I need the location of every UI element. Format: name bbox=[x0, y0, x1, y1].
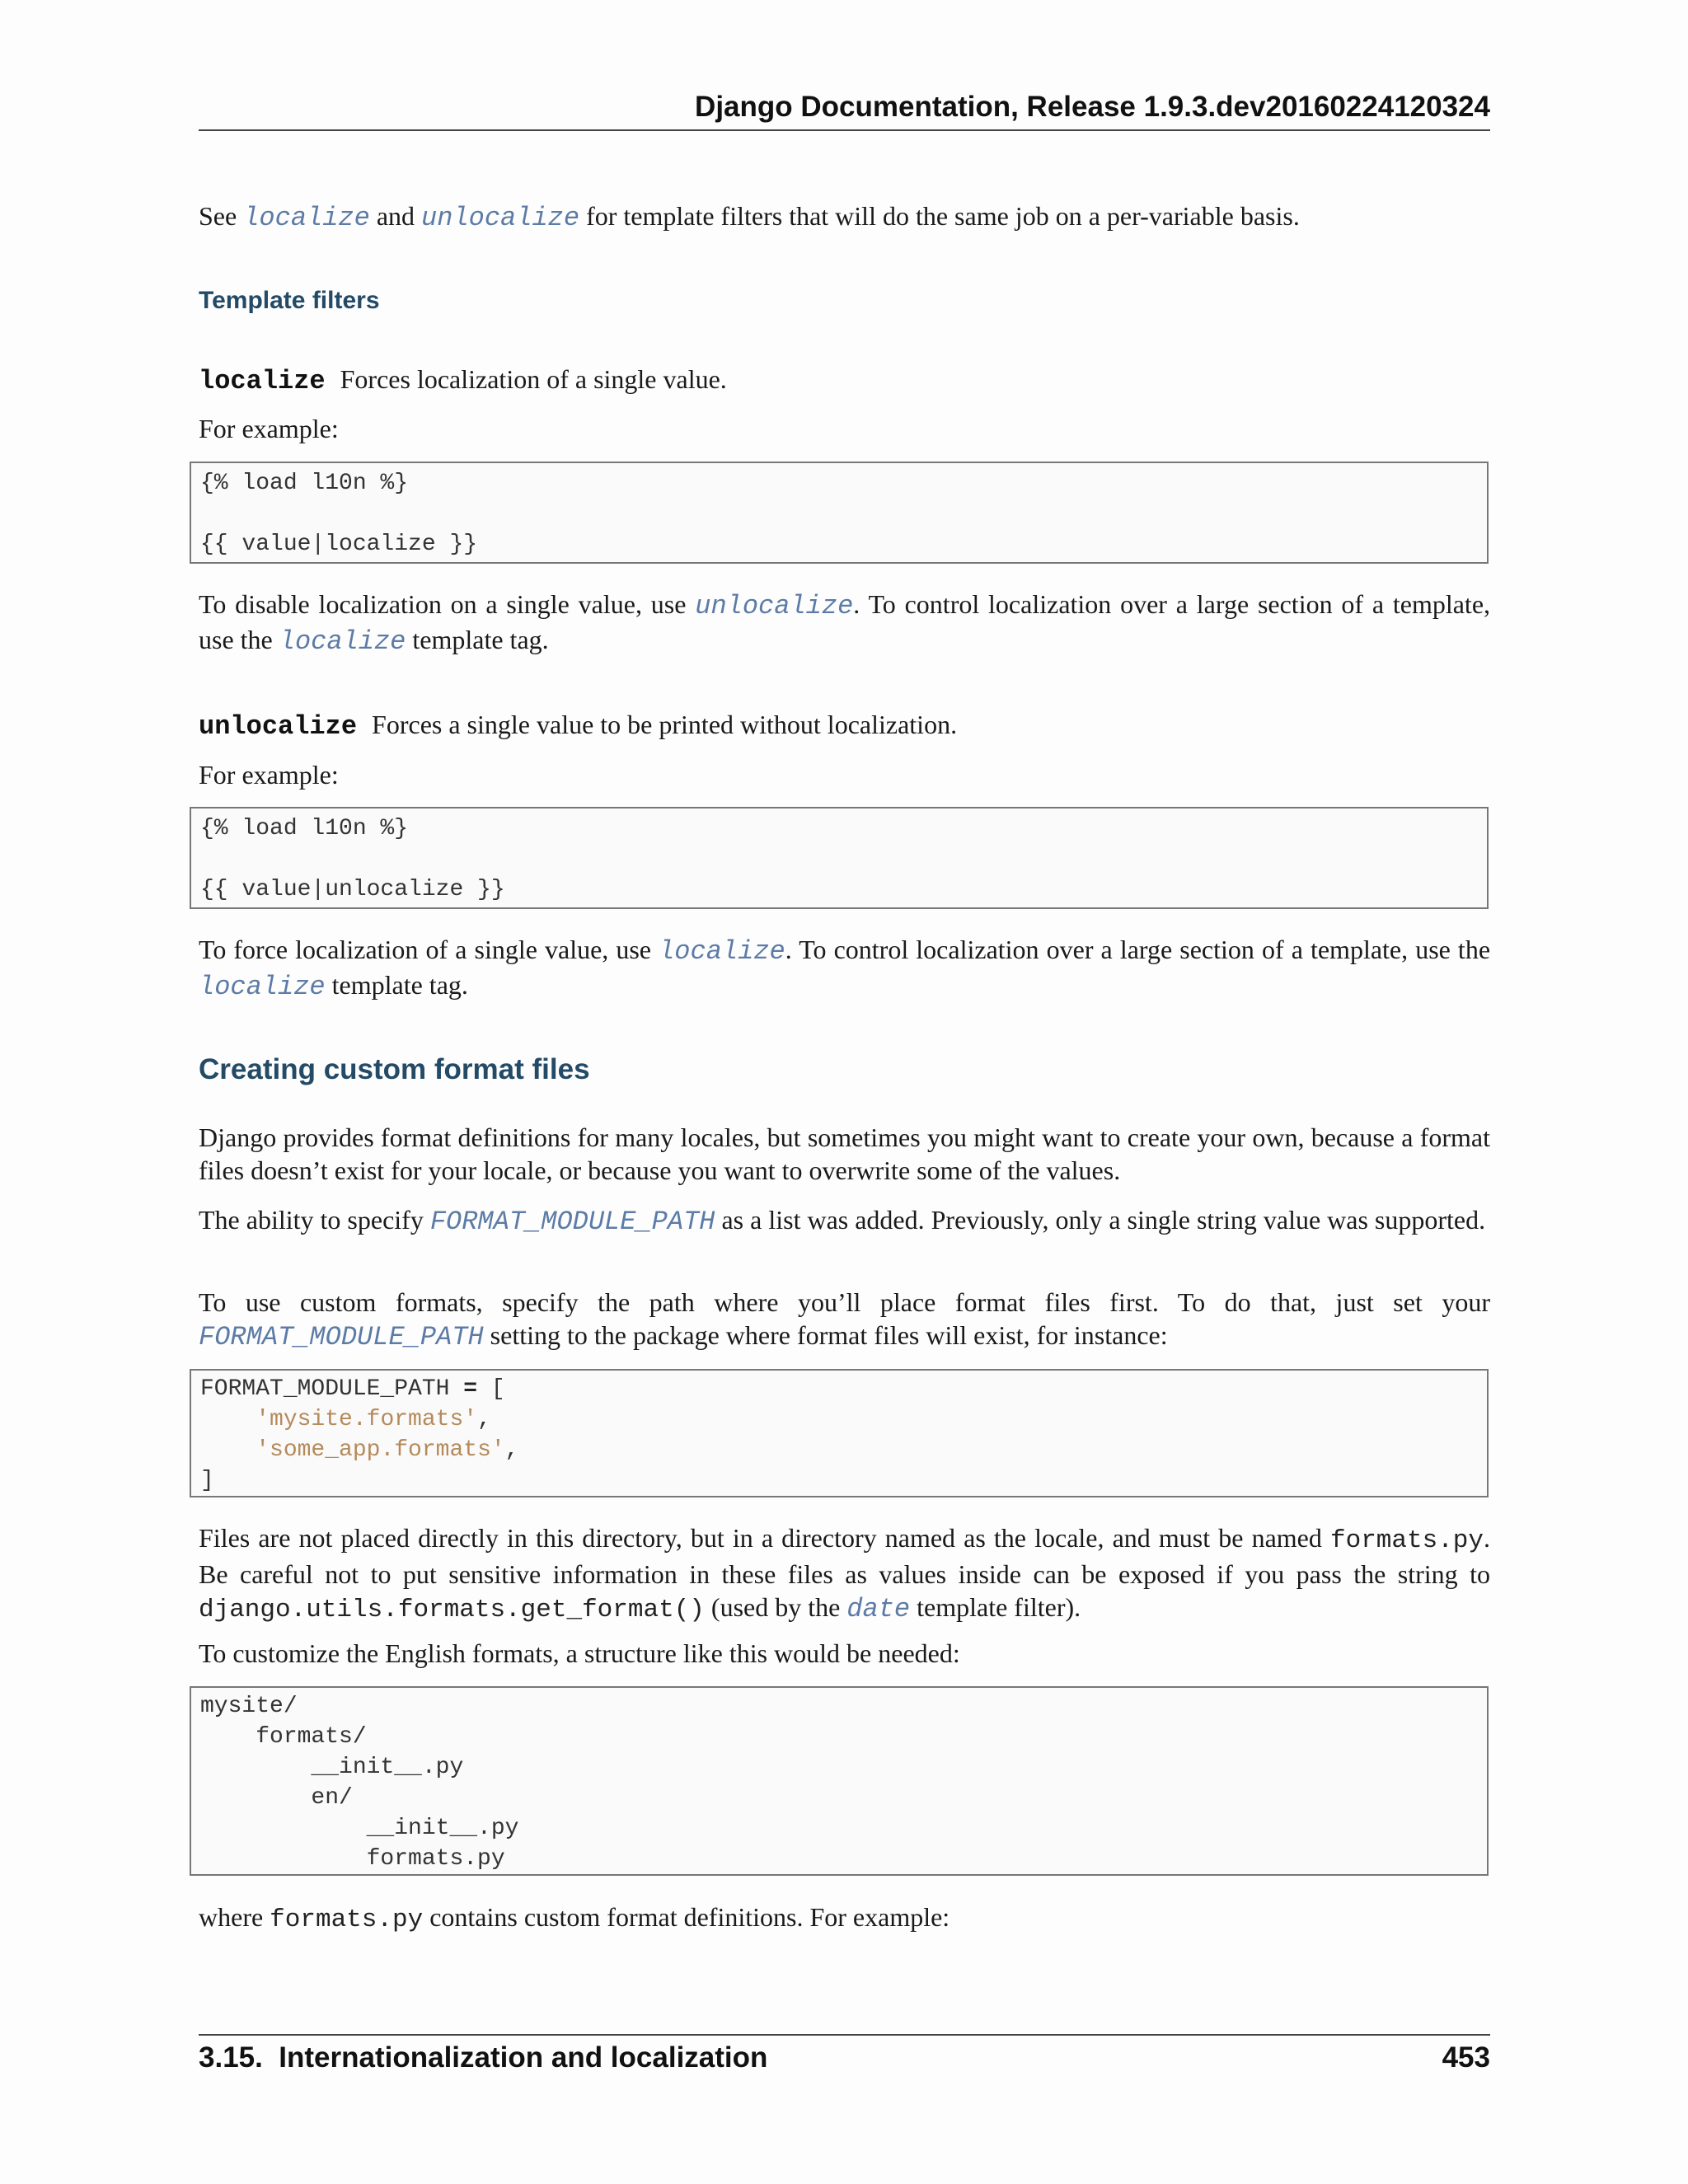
document-page bbox=[199, 0, 1490, 2184]
localize-note: To disable localization on a single value, use unlocalize. To control localization over a large section of a template, use the localize template tag. bbox=[199, 589, 1491, 657]
customize-english-paragraph: To customize the English formats, a structure like this would be needed: bbox=[199, 1638, 960, 1668]
custom-formats-heading: Creating custom format files bbox=[199, 1053, 590, 1085]
localize-link[interactable]: localize bbox=[243, 203, 370, 233]
unlocalize-link[interactable]: unlocalize bbox=[421, 203, 580, 233]
template-filters-heading: Template filters bbox=[199, 287, 380, 314]
localize-code-block bbox=[190, 462, 1489, 564]
localize-filter-definition: localize Forces localization of a single value. bbox=[199, 364, 727, 396]
localize-filter-name: localize bbox=[199, 366, 326, 396]
format-module-path-code-block bbox=[190, 1369, 1489, 1497]
unlocalize-code-block bbox=[190, 807, 1489, 909]
custom-formats-intro: Django provides format definitions for many locales, but sometimes you might want to create your own, because a format files doesn’t exist for your locale, or because you want to overwrite some of the values. bbox=[199, 1122, 1490, 1185]
files-placement-paragraph: Files are not placed directly in this directory, but in a directory named as the locale, and must be named formats.py. Be careful not to put sensitive information in these files as values inside can be exposed if you pass the string to django.utils.formats.get_format() (used by the date template filter). bbox=[199, 1523, 1491, 1624]
format-module-path-instructions: To use custom formats, specify the path where you’ll place format files first. To do that, just set your FORMAT_MODULE_PATH setting to the package where format files will exist, for instance: bbox=[199, 1287, 1490, 1352]
formats-py-literal: formats.py bbox=[1329, 1526, 1484, 1555]
directory-structure-code: mysite/ formats/ __init__.py en/ __init__.py formats.py bbox=[200, 1694, 519, 1872]
unlocalize-note: To force localization of a single value, use localize. To control localization over a large section of a template, use the localize template tag. bbox=[199, 935, 1491, 1002]
for-example-label: For example: bbox=[199, 760, 339, 790]
format-module-path-change-note: The ability to specify FORMAT_MODULE_PATH as a list was added. Previously, only a single string value was supported. bbox=[199, 1205, 1486, 1237]
unlocalize-code: {% load l10n %} {{ value|unlocalize }} bbox=[200, 816, 505, 902]
unlocalize-filter-definition: unlocalize Forces a single value to be printed without localization. bbox=[199, 710, 958, 742]
date-filter-link[interactable]: date bbox=[846, 1594, 911, 1624]
localize-tag-link[interactable]: localize bbox=[279, 626, 406, 657]
for-example-label: For example: bbox=[199, 414, 339, 443]
unlocalize-filter-name: unlocalize bbox=[199, 711, 358, 742]
header-rule bbox=[199, 129, 1490, 131]
localize-link[interactable]: localize bbox=[659, 936, 785, 967]
footer-section-title: 3.15. Internationalization and localization bbox=[199, 2041, 768, 2074]
format-module-path-link[interactable]: FORMAT_MODULE_PATH bbox=[429, 1207, 715, 1237]
formats-py-literal: formats.py bbox=[270, 1905, 424, 1934]
format-module-path-link[interactable]: FORMAT_MODULE_PATH bbox=[199, 1322, 484, 1352]
localize-code: {% load l10n %} {{ value|localize }} bbox=[200, 471, 478, 557]
page-number: 453 bbox=[1442, 2041, 1490, 2074]
running-header: Django Documentation, Release 1.9.3.dev20160224120324 bbox=[695, 91, 1490, 123]
get-format-literal: django.utils.formats.get_format() bbox=[199, 1596, 705, 1624]
unlocalize-link[interactable]: unlocalize bbox=[695, 591, 854, 621]
localize-tag-link[interactable]: localize bbox=[199, 972, 326, 1002]
footer-rule bbox=[199, 2034, 1490, 2036]
directory-structure-code-block bbox=[190, 1686, 1489, 1876]
intro-paragraph: See localize and unlocalize for template filters that will do the same job on a per-variable basis. bbox=[199, 201, 1300, 233]
format-module-path-code: FORMAT_MODULE_PATH = [ 'mysite.formats', 'some_app.formats', ] bbox=[200, 1376, 519, 1493]
formats-py-description: where formats.py contains custom format definitions. For example: bbox=[199, 1902, 950, 1934]
